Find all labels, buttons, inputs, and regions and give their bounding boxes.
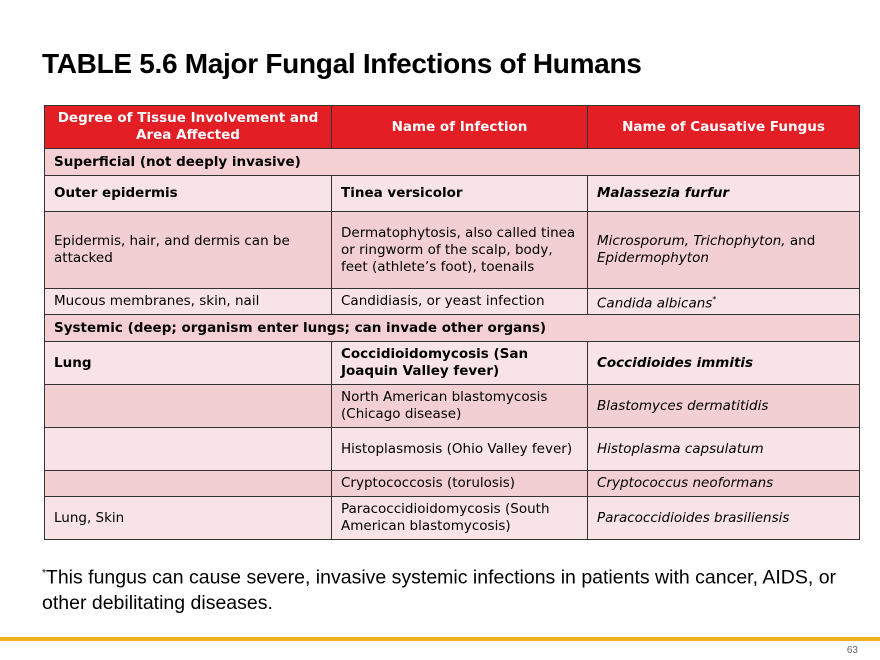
table-header-row	[45, 106, 860, 149]
area-cell: Epidermis, hair, and dermis can be attacked	[45, 212, 332, 289]
area-cell	[45, 471, 332, 497]
infection-cell: Dermatophytosis, also called tinea or ringworm of the scalp, body, feet (athlete’s foot), toenails	[332, 212, 588, 289]
infection-cell: Histoplasmosis (Ohio Valley fever)	[332, 428, 588, 471]
fungus-cell: Malassezia furfur	[588, 176, 860, 212]
page-title: TABLE 5.6 Major Fungal Infections of Humans	[42, 48, 642, 79]
infection-cell: Tinea versicolor	[332, 176, 588, 212]
area-cell: Mucous membranes, skin, nail	[45, 289, 332, 315]
footnote	[42, 561, 862, 616]
fungus-cell: Histoplasma capsulatum	[588, 428, 860, 471]
section-label: Systemic (deep; organism enter lungs; can invade other organs)	[45, 315, 860, 342]
table-row	[45, 176, 860, 212]
fungus-cell: Blastomyces dermatitidis	[588, 385, 860, 428]
infection-cell: Coccidioidomycosis (San Joaquin Valley fever)	[332, 342, 588, 385]
area-cell	[45, 428, 332, 471]
infection-cell: Cryptococcosis (torulosis)	[332, 471, 588, 497]
page-number: 63	[846, 645, 858, 656]
table-row	[45, 289, 860, 315]
section-label: Superficial (not deeply invasive)	[45, 149, 860, 176]
footnote-marker: *	[712, 294, 717, 304]
table-row	[45, 342, 860, 385]
area-cell: Lung	[45, 342, 332, 385]
footnote-mark: *	[42, 568, 46, 579]
fungus-conjunction: and	[785, 233, 816, 249]
table-row	[45, 428, 860, 471]
table-row	[45, 385, 860, 428]
header-infection-name: Name of Infection	[332, 106, 588, 149]
table-row	[45, 497, 860, 540]
infection-cell: Candidiasis, or yeast infection	[332, 289, 588, 315]
table-row	[45, 471, 860, 497]
table-row	[45, 212, 860, 289]
section-row-superficial	[45, 149, 860, 176]
accent-bar	[0, 637, 880, 641]
fungus-cell: Coccidioides immitis	[588, 342, 860, 385]
infection-cell: North American blastomycosis (Chicago disease)	[332, 385, 588, 428]
area-cell: Lung, Skin	[45, 497, 332, 540]
fungus-name: Microsporum, Trichophyton,	[597, 233, 786, 249]
area-cell: Outer epidermis	[45, 176, 332, 212]
fungus-name: Candida albicans	[597, 295, 713, 312]
fungal-infections-table	[44, 105, 860, 540]
infection-cell: Paracoccidioidomycosis (South American blastomycosis)	[332, 497, 588, 540]
fungus-cell: Paracoccidioides brasiliensis	[588, 497, 860, 540]
fungus-name-tail: Epidermophyton	[597, 250, 709, 266]
fungus-cell	[588, 212, 860, 289]
fungus-cell: Cryptococcus neoformans	[588, 471, 860, 497]
header-causative-fungus: Name of Causative Fungus	[588, 106, 860, 149]
fungus-cell	[588, 289, 860, 315]
header-tissue-involvement: Degree of Tissue Involvement and Area Affected	[45, 106, 332, 149]
area-cell	[45, 385, 332, 428]
section-row-systemic	[45, 315, 860, 342]
footnote-text: This fungus can cause severe, invasive systemic infections in patients with cancer, AIDS, or other debilitating diseases.	[42, 566, 837, 614]
